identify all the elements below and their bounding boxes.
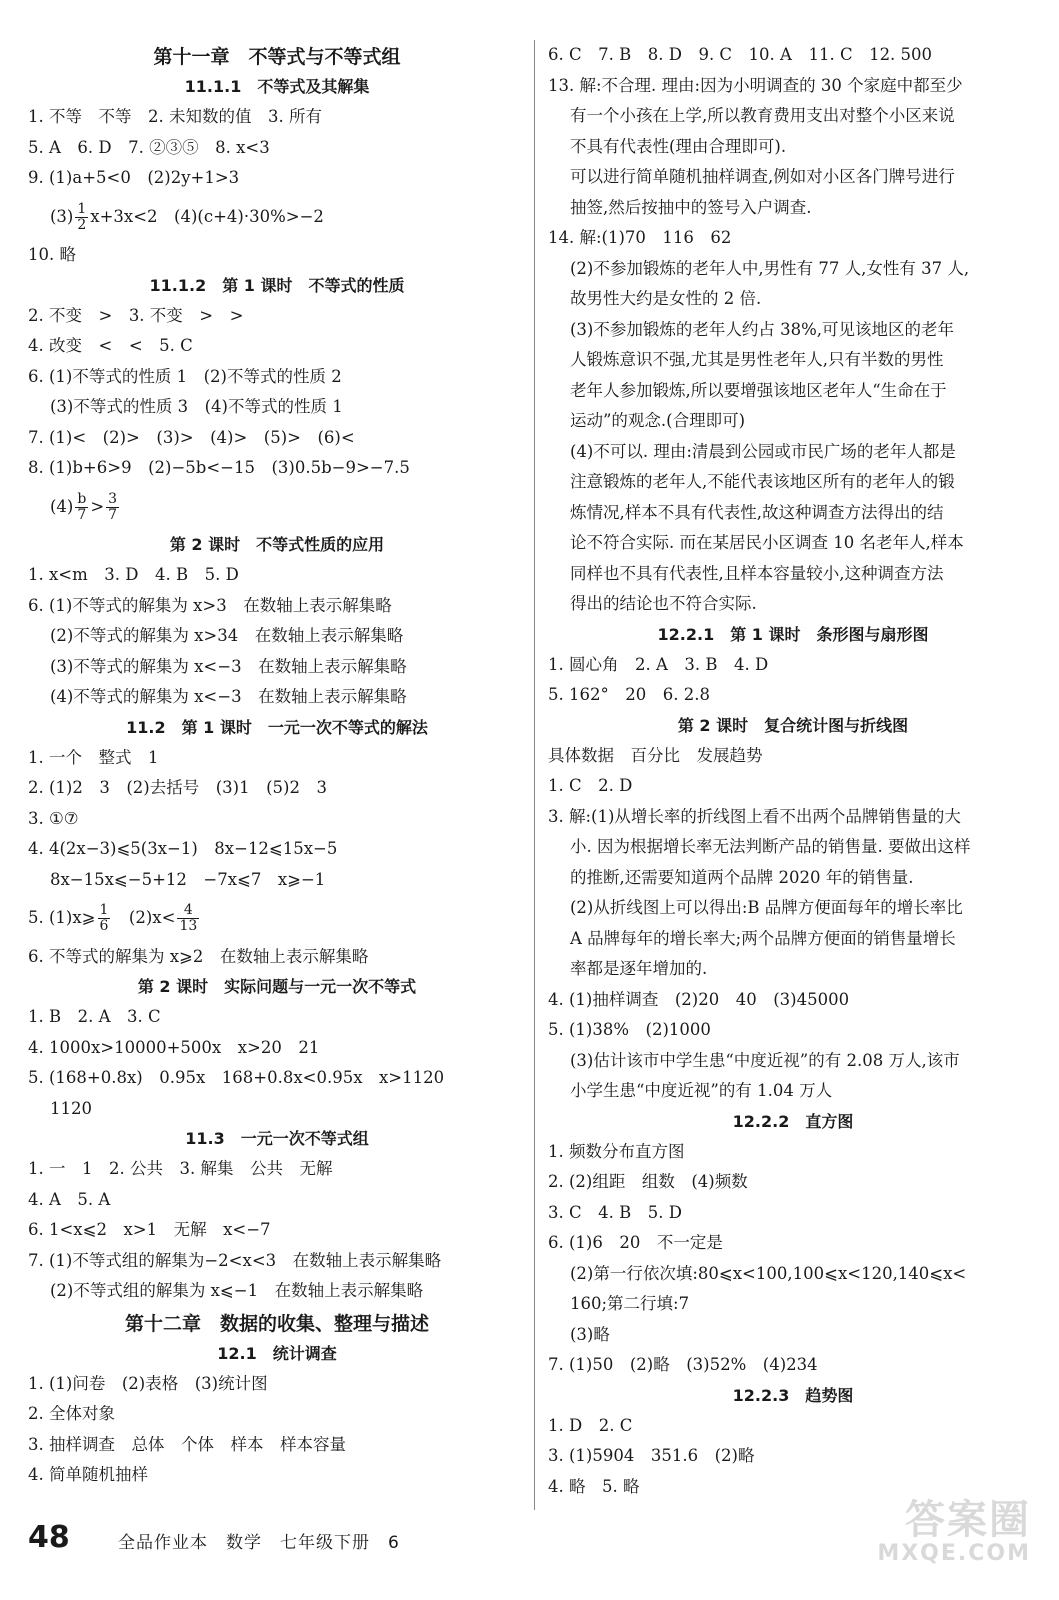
fraction (75, 492, 88, 523)
answer-line: (3)不等式的解集为 x<−3 在数轴上表示解集略 (50, 656, 407, 676)
fraction (177, 903, 199, 934)
answer-line (28, 899, 526, 937)
answer-line: 7. (1)不等式组的解集为−2<x<3 在数轴上表示解集略 (28, 1250, 442, 1270)
chapter-11-title: 第十一章 不等式与不等式组 (153, 46, 401, 68)
fraction-numerator: 1 (99, 902, 109, 918)
fraction-numerator: b (77, 490, 87, 507)
answer-line: 4. 1000x>10000+500x x>20 21 (28, 1037, 320, 1057)
answer-line: 6. (1)6 20 不一定是 (548, 1233, 723, 1252)
answer-line: 1. C 2. D (548, 776, 633, 795)
fraction-denominator: 7 (108, 506, 118, 523)
answer-line: 6. C 7. B 8. D 9. C 10. A 11. C 12. 500 (548, 45, 933, 64)
answer-line: 7. (1)< (2)> (3)> (4)> (5)> (6)< (28, 427, 355, 447)
fraction-denominator: 6 (99, 918, 109, 934)
answer-line: 得出的结论也不符合实际. (570, 594, 757, 613)
answer-line: 率都是逐年增加的. (570, 959, 708, 978)
watermark-url: MXQE.COM (877, 1541, 1031, 1566)
answer-line: 2. (1)2 3 (2)去括号 (3)1 (5)2 3 (28, 778, 327, 797)
section-12-2-1-title: 12.2.1 第 1 课时 条形图与扇形图 (657, 624, 929, 644)
answer-line: (3)不参加锻炼的老年人约占 38%,可见该地区的老年 (570, 319, 955, 339)
fraction-numerator: 4 (177, 903, 199, 919)
answer-line: 1. 圆心角 2. A 3. B 4. D (548, 654, 769, 674)
answer-line: 人锻炼意识不强,尤其是男性老年人,只有半数的男性 (570, 350, 944, 369)
text-segment: (2)x< (128, 908, 176, 927)
answer-line: 运动”的观念.(合理即可) (570, 411, 746, 430)
answer-line: 4. A 5. A (28, 1189, 111, 1209)
section-11-2-title: 11.2 第 1 课时 一元一次不等式的解法 (126, 717, 428, 737)
answer-line: 3. (1)5904 351.6 (2)略 (548, 1446, 755, 1465)
fraction (98, 903, 111, 934)
answer-line: 5. (168+0.8x) 0.95x 168+0.8x<0.95x x>1120 (28, 1068, 445, 1087)
answer-line: 3. C 4. B 5. D (548, 1202, 682, 1222)
answer-line: 的推断,还需要知道两个品牌 2020 年的销售量. (570, 867, 914, 887)
answer-line: 4. 4(2x−3)⩽5(3x−1) 8x−12⩽15x−5 (28, 839, 338, 858)
answer-line: 抽签,然后按抽中的签号入户调查. (570, 197, 812, 217)
answer-line: 6. (1)不等式的性质 1 (2)不等式的性质 2 (28, 366, 342, 386)
answer-line: 故男性大约是女性的 2 倍. (570, 289, 762, 308)
answer-line (28, 198, 526, 236)
chapter-12-title: 第十二章 数据的收集、整理与描述 (124, 1312, 429, 1335)
answer-line: 6. 1<x⩽2 x>1 无解 x<−7 (28, 1220, 271, 1239)
answer-line: 8x−15x⩽−5+12 −7x⩽7 x⩾−1 (50, 869, 326, 889)
right-column (548, 44, 1038, 1506)
fraction (106, 492, 119, 523)
answer-line: 4. (1)抽样调查 (2)20 40 (3)45000 (548, 989, 850, 1009)
answer-line: 2. 全体对象 (28, 1404, 115, 1423)
answer-line: (2)从折线图上可以得出:B 品牌方便面每年的增长率比 (570, 898, 963, 917)
section-11-1-2-title: 11.1.2 第 1 课时 不等式的性质 (149, 275, 405, 295)
answer-line: 同样也不具有代表性,且样本容量较小,这种调查方法 (570, 563, 944, 583)
text-segment: (4) (50, 496, 74, 516)
fraction-numerator: 1 (77, 200, 87, 217)
answer-line: (2)不参加锻炼的老年人中,男性有 77 人,女性有 37 人, (570, 258, 970, 278)
answer-line (28, 488, 526, 526)
fraction (75, 202, 88, 233)
answer-line: 可以进行简单随机抽样调查,例如对小区各门牌号进行 (570, 167, 955, 186)
answer-line: 炼情况,样本不具有代表性,故这种调查方法得出的结 (570, 502, 944, 522)
answer-line: (3)估计该市中学生患“中度近视”的有 2.08 万人,该市 (570, 1050, 960, 1070)
answer-line: 3. 解:(1)从增长率的折线图上看不出两个品牌销售量的大 (548, 806, 961, 826)
answer-line: 1. 一个 整式 1 (28, 747, 159, 767)
answer-line: 1. B 2. A 3. C (28, 1007, 161, 1026)
answer-line: 2. (2)组距 组数 (4)频数 (548, 1172, 748, 1191)
answer-line: 13. 解:不合理. 理由:因为小明调查的 30 个家庭中都至少 (548, 75, 963, 95)
section-12-2-3-title: 12.2.3 趋势图 (732, 1385, 854, 1405)
answer-line: 1. x<m 3. D 4. B 5. D (28, 565, 239, 584)
answer-line: 1. (1)问卷 (2)表格 (3)统计图 (28, 1373, 268, 1393)
answer-line: 8. (1)b+6>9 (2)−5b<−15 (3)0.5b−9>−7.5 (28, 458, 410, 477)
answer-line: 1. 一 1 2. 公共 3. 解集 公共 无解 (28, 1159, 333, 1178)
answer-line: 4. 简单随机抽样 (28, 1465, 148, 1484)
answer-line: (3)略 (570, 1324, 610, 1344)
answer-line: (4)不等式的解集为 x<−3 在数轴上表示解集略 (50, 687, 407, 706)
answer-line: 6. (1)不等式的解集为 x>3 在数轴上表示解集略 (28, 595, 392, 615)
answer-line: 5. (1)38% (2)1000 (548, 1020, 711, 1039)
answer-line: 1. 频数分布直方图 (548, 1141, 685, 1161)
lesson-2-title: 第 2 课时 不等式性质的应用 (169, 535, 385, 554)
answer-line: 1. 不等 不等 2. 未知数的值 3. 所有 (28, 107, 322, 126)
lesson-2-title: 第 2 课时 实际问题与一元一次不等式 (137, 977, 417, 996)
answer-line: (2)不等式组的解集为 x⩽−1 在数轴上表示解集略 (50, 1281, 424, 1300)
text-segment: > (90, 496, 105, 516)
text-segment: 5. (1)x⩾ (28, 908, 96, 927)
answer-line: 小学生患“中度近视”的有 1.04 万人 (570, 1081, 833, 1100)
answer-line: 小. 因为根据增长率无法判断产品的销售量. 要做出这样 (570, 837, 971, 856)
answer-line: 具体数据 百分比 发展趋势 (548, 745, 763, 765)
answer-line: 有一个小孩在上学,所以教育费用支出对整个小区来说 (570, 106, 955, 125)
book-info: 全品作业本 数学 七年级下册 6 (118, 1533, 400, 1553)
answer-line: 10. 略 (28, 245, 76, 264)
left-column (28, 44, 526, 1495)
answer-line: 7. (1)50 (2)略 (3)52% (4)234 (548, 1355, 818, 1374)
fraction-denominator: 2 (77, 216, 87, 233)
text-segment: x+3x<2 (4)(c+4)·30%>−2 (90, 206, 324, 226)
answer-line: 9. (1)a+5<0 (2)2y+1>3 (28, 168, 240, 187)
answer-line: 注意锻炼的老年人,不能代表该地区所有的老年人的锻 (570, 472, 955, 491)
answer-line: 5. A 6. D 7. ②③⑤ 8. x<3 (28, 137, 270, 157)
fraction-numerator: 3 (108, 490, 118, 507)
section-11-1-1-title: 11.1.1 不等式及其解集 (184, 77, 370, 96)
answer-line: 4. 略 5. 略 (548, 1476, 640, 1496)
text-segment: (3) (50, 206, 74, 226)
answer-line: (3)不等式的性质 3 (4)不等式的性质 1 (50, 397, 343, 416)
answer-line: 5. 162° 20 6. 2.8 (548, 685, 710, 704)
lesson-2-title: 第 2 课时 复合统计图与折线图 (677, 715, 909, 735)
fraction-denominator: 7 (77, 506, 87, 523)
answer-line: 不具有代表性(理由合理即可). (570, 136, 787, 156)
answer-line: 老年人参加锻炼,所以要增强该地区老年人“生命在于 (570, 380, 947, 400)
answer-line: 2. 不变 > 3. 不变 > > (28, 305, 244, 325)
answer-line: 14. 解:(1)70 116 62 (548, 228, 732, 247)
page-footer (0, 1520, 1059, 1570)
section-12-2-2-title: 12.2.2 直方图 (732, 1111, 854, 1131)
answer-line: A 品牌每年的增长率大;两个品牌方便面的销售量增长 (570, 928, 956, 948)
answer-line: (2)不等式的解集为 x>34 在数轴上表示解集略 (50, 626, 404, 645)
answer-line: 6. 不等式的解集为 x⩾2 在数轴上表示解集略 (28, 946, 369, 966)
answer-line: 3. ①⑦ (28, 808, 79, 828)
page-number: 48 (28, 1520, 70, 1555)
answer-line: 160;第二行填:7 (570, 1294, 690, 1313)
answer-line: (2)第一行依次填:80⩽x<100,100⩽x<120,140⩽x< (570, 1263, 967, 1283)
answer-line: 4. 改变 < < 5. C (28, 336, 193, 355)
column-divider (534, 40, 535, 1510)
fraction-denominator: 13 (179, 918, 198, 934)
watermark-text: 答案圈 (905, 1497, 1031, 1543)
answer-line: 1. D 2. C (548, 1415, 633, 1435)
section-11-3-title: 11.3 一元一次不等式组 (185, 1129, 369, 1148)
answer-line: 1120 (50, 1098, 92, 1118)
answer-line: (4)不可以. 理由:清晨到公园或市民广场的老年人都是 (570, 441, 956, 461)
answer-line: 论不符合实际. 而在某居民小区调查 10 名老年人,样本 (570, 533, 964, 552)
section-12-1-title: 12.1 统计调查 (217, 1343, 337, 1363)
answer-line: 3. 抽样调查 总体 个体 样本 样本容量 (28, 1434, 346, 1454)
